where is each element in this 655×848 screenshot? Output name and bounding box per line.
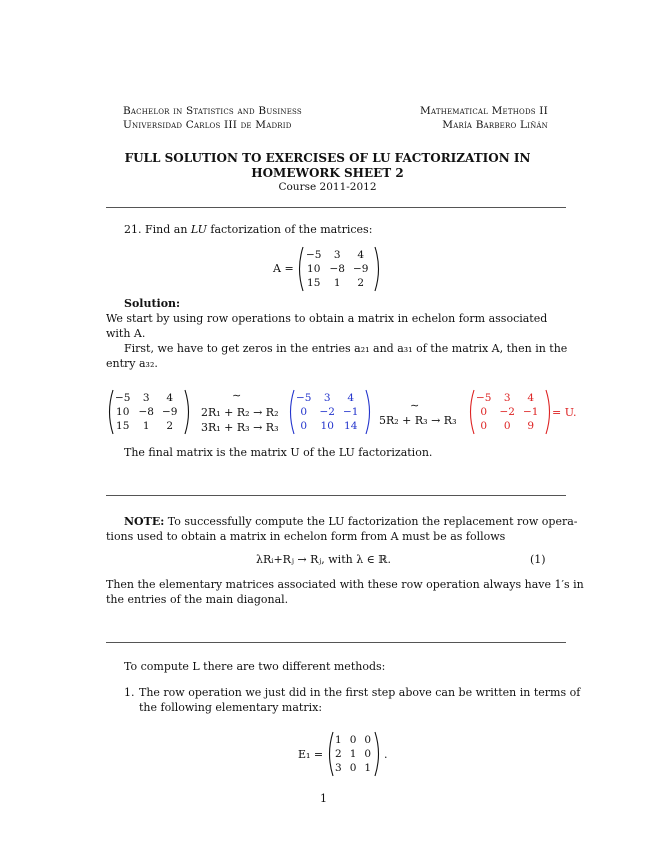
matrix-e1-table: 1 0 0 2 1 0 3 0 1 [335, 734, 372, 774]
equals-u: = U. [552, 406, 577, 419]
divider-1 [106, 207, 566, 208]
title-line2: HOMEWORK SHEET 2 [251, 166, 404, 180]
note-eqnum: (1) [530, 553, 546, 566]
matrix-a-table: −5 3 4 10 −8 −9 15 1 2 [306, 249, 369, 289]
header-left-line1: Bachelor in Statistics and Business [123, 105, 302, 117]
solution-p1a: We start by using row operations to obtain a matrix in echelon form associated [106, 312, 548, 325]
tilde-2: ∼ [410, 399, 420, 412]
note-line4: the entries of the main diagonal. [106, 593, 289, 606]
page-number: 1 [320, 792, 327, 805]
matrix-a-label: A = [273, 262, 294, 275]
header-right-line1: Mathematical Methods II [420, 105, 548, 117]
matrix-m1-table: −5 3 4 10 −8 −9 15 1 2 [115, 392, 178, 432]
methods-intro: To compute L there are two different methods: [124, 660, 386, 673]
note-line2: tions used to obtain a matrix in echelon form from A must be as follows [106, 530, 506, 543]
header-left-line2: Universidad Carlos III de Madrid [123, 119, 292, 131]
divider-3 [106, 642, 566, 643]
tilde-1: ∼ [232, 389, 242, 402]
right-paren [374, 731, 382, 777]
op-1: 2R₁ + R₂ → R₂ [201, 406, 279, 419]
e1-period: . [384, 748, 388, 761]
note-line1: NOTE: To successfully compute the LU factorization the replacement row opera- [124, 515, 578, 528]
op-2: 3R₁ + R₃ → R₃ [201, 421, 279, 434]
matrix-m2-table: −5 3 4 0 −2 −1 0 10 14 [296, 392, 359, 432]
right-paren [374, 246, 382, 292]
solution-p2b: entry a₃₂. [106, 357, 158, 370]
item1-line1: The row operation we just did in the first step above can be written in terms of [139, 686, 581, 699]
note-heading: NOTE: [124, 515, 165, 528]
e1-label: E₁ = [298, 748, 324, 761]
solution-heading: Solution: [124, 297, 181, 310]
title-line1: FULL SOLUTION TO EXERCISES OF LU FACTORIZATION IN [124, 151, 531, 165]
exercise-prompt: 21. Find an LU factorization of the matrices: [124, 223, 373, 236]
header-right-line2: María Barbero Liñán [442, 119, 548, 131]
solution-p2a: First, we have to get zeros in the entries a₂₁ and a₃₁ of the matrix A, then in the [124, 342, 568, 355]
item1-num: 1. [124, 686, 135, 699]
final-statement: The final matrix is the matrix U of the LU factorization. [124, 446, 433, 459]
solution-p1b: with A. [106, 327, 146, 340]
course: Course 2011-2012 [278, 181, 377, 193]
note-line3: Then the elementary matrices associated with these row operation always have 1′s in [106, 578, 584, 591]
note-formula: λRᵢ+Rⱼ → Rⱼ, with λ ∈ ℝ. [256, 553, 391, 566]
op-3: 5R₂ + R₃ → R₃ [379, 414, 457, 427]
item1-line2: the following elementary matrix: [139, 701, 323, 714]
right-paren [365, 389, 373, 435]
matrix-m3-table: −5 3 4 0 −2 −1 0 0 9 [476, 392, 539, 432]
right-paren [184, 389, 192, 435]
divider-2 [106, 495, 566, 496]
